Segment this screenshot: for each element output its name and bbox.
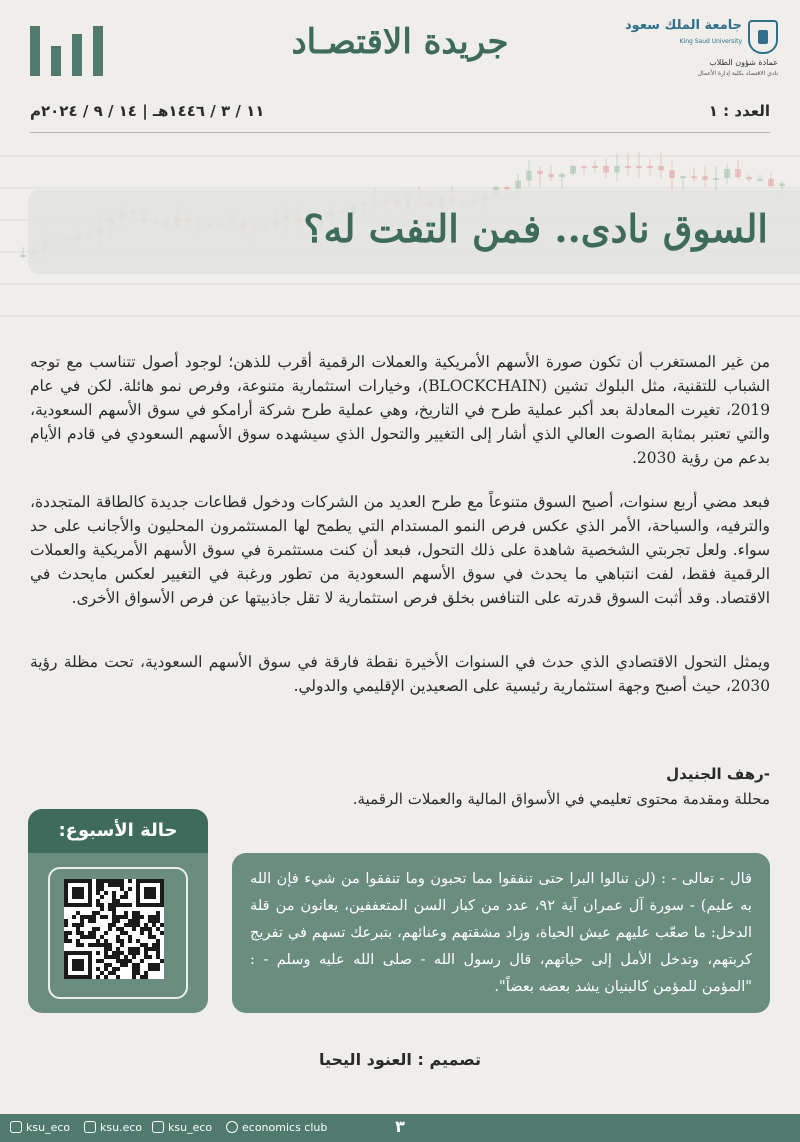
candle-body: [636, 166, 642, 168]
candle-body: [702, 176, 708, 180]
social-handle: economics club: [242, 1121, 328, 1134]
candle-body: [724, 169, 730, 178]
issue-number: العدد : ١: [708, 102, 770, 120]
candle-body: [713, 178, 719, 180]
social-handle: ksu_eco: [26, 1121, 71, 1134]
article-paragraph-3: ويمثل التحول الاقتصادي الذي حدث في السنوات الأخيرة نقطة فارقة في سوق الأسهم السعودية، تحت مظلة رؤية 2030، حيث أصبح وجهة استثمارية رئيسية على الصعيدين الإقليمي والدولي.: [30, 653, 770, 695]
candle-body: [768, 179, 774, 186]
university-name-ar: جامعة الملك سعود: [625, 18, 742, 33]
social-link-linkedin[interactable]: [226, 1120, 327, 1136]
newspaper-logo-icon: [30, 26, 104, 76]
candle-body: [757, 179, 763, 181]
article-paragraph-2: فبعد مضي أربع سنوات، أصبح السوق متنوعاً مع طرح العديد من الشركات ودخول قطاعات جديدة كالطاقة المتجددة، والترفيه، والسياحة، الأمر الذي عكس فرص النمو المستدام التي يطمح لها المستثمرون المحليون والأجانب على حد سواء. ولعل تجربتي الشخصية شاهدة على ذلك التحول، فبعد أن كنت مستثمرة في سوق الأسهم الأمريكية والعملات الرقمية فقط، لفت انتباهي ما يحدث في سوق الأسهم السعودية من تطور ورغبة في التغيير لعكس مايحدث في الاقتصاد. وقد أثبت السوق قدرته على التنافس بخلق فرص استثمارية لا تقل جاذبيتها عن فرص الأسواق الأخرى.: [30, 493, 770, 607]
qr-panel: [28, 853, 208, 1013]
university-crest-icon: [748, 20, 778, 54]
issue-meta-row: [30, 102, 770, 126]
masthead-title: جريدة الاقتصـاد: [291, 22, 509, 62]
university-logo: [625, 16, 778, 82]
weekly-status-quote-box: [232, 853, 770, 1013]
article-headline: السوق نادى.. فمن التفت له؟: [303, 206, 768, 251]
candle-body: [647, 166, 653, 168]
candle-body: [603, 166, 609, 172]
candle-body: [746, 177, 752, 179]
candle-body: [581, 166, 587, 168]
candle-body: [625, 166, 631, 168]
weekly-status-quote: قال - تعالى - : (لن تنالوا البرا حتى تنفقوا مما تحبون وما تنفقوا من شيء فإن الله به عليم) - سورة آل عمران آية ٩٢، عدد من كبار السن المتعففين، يعانون من قلة الدخل: ما صعّب عليهم عيش الحياة، وزاد مشقتهم وعنائهم، بتبرعك تسهم في تفريج كربتهم، وتدخل الأمل إلى حياتهم، قال رسول الله - صلى الله عليه وسلم - : "المؤمن للمؤمن كالبنيان يشد بعضه بعضاً".: [250, 870, 752, 995]
candle-body: [669, 170, 675, 178]
university-name-en: King Saud University: [679, 38, 742, 45]
candle-body: [614, 166, 620, 172]
author-name: -رهف الجنيدل: [666, 765, 770, 783]
weekly-status-title: حالة الأسبوع:: [28, 809, 208, 853]
social-link-instagram[interactable]: [84, 1120, 142, 1136]
candle-body: [680, 176, 686, 178]
department-name: عمادة شؤون الطلاب: [709, 58, 778, 67]
design-credit: تصميم : العنود اليحيا: [318, 1050, 482, 1069]
x-icon: [10, 1121, 22, 1133]
candle-body: [504, 187, 510, 189]
club-name: نادي الاقتصاد بكلية إدارة الأعمال: [697, 70, 778, 77]
candle-body: [537, 171, 543, 174]
candle-body: [570, 166, 576, 174]
article-paragraph-1: من غير المستغرب أن تكون صورة الأسهم الأمريكية والعملات الرقمية أقرب للذهن؛ لوجود أصول تتناسب مع توجه الشباب للتقنية، مثل البلوك تشين (BLOCKCHAIN)، وخيارات استثمارية متنوعة، وفرص نمو هائلة. لكن في عام 2019، تغيرت المعادلة بعد أكبر عملية طرح في التاريخ، وهي عملية طرح شركة أرامكو في سوق الأسهم السعودية، والتي تعتبر بمثابة الصوت العالي الذي أشار إلى التغيير والتحول الذي سيشهده سوق الأسهم السعودي في قادم الأيام بدعم من رؤية 2030.: [30, 353, 770, 467]
qr-code-icon[interactable]: [64, 879, 164, 979]
candle-body: [735, 169, 741, 177]
author-role: محللة ومقدمة محتوى تعليمي في الأسواق المالية والعملات الرقمية.: [352, 790, 770, 808]
instagram-icon: [84, 1121, 96, 1133]
candle-body: [658, 166, 664, 170]
candle-body: [20, 255, 26, 257]
candle-body: [691, 176, 697, 178]
linkedin-icon: [226, 1121, 238, 1133]
issue-date: ١١ / ٣ / ١٤٤٦هـ | ١٤ / ٩ / ٢٠٢٤م: [30, 102, 265, 120]
candle-body: [526, 171, 532, 181]
page-number: ٣: [395, 1117, 405, 1136]
social-link-snapchat[interactable]: [152, 1120, 212, 1136]
social-link-x[interactable]: [10, 1120, 70, 1136]
social-handle: ksu_eco: [168, 1121, 213, 1134]
social-handle: ksu.eco: [100, 1121, 143, 1134]
snapchat-icon: [152, 1121, 164, 1133]
candle-body: [559, 174, 565, 177]
candle-body: [779, 183, 785, 186]
candle-body: [548, 174, 554, 177]
footer-bar: [0, 1114, 800, 1142]
candle-body: [515, 181, 521, 189]
candle-body: [592, 166, 598, 168]
header-divider: [30, 132, 770, 133]
